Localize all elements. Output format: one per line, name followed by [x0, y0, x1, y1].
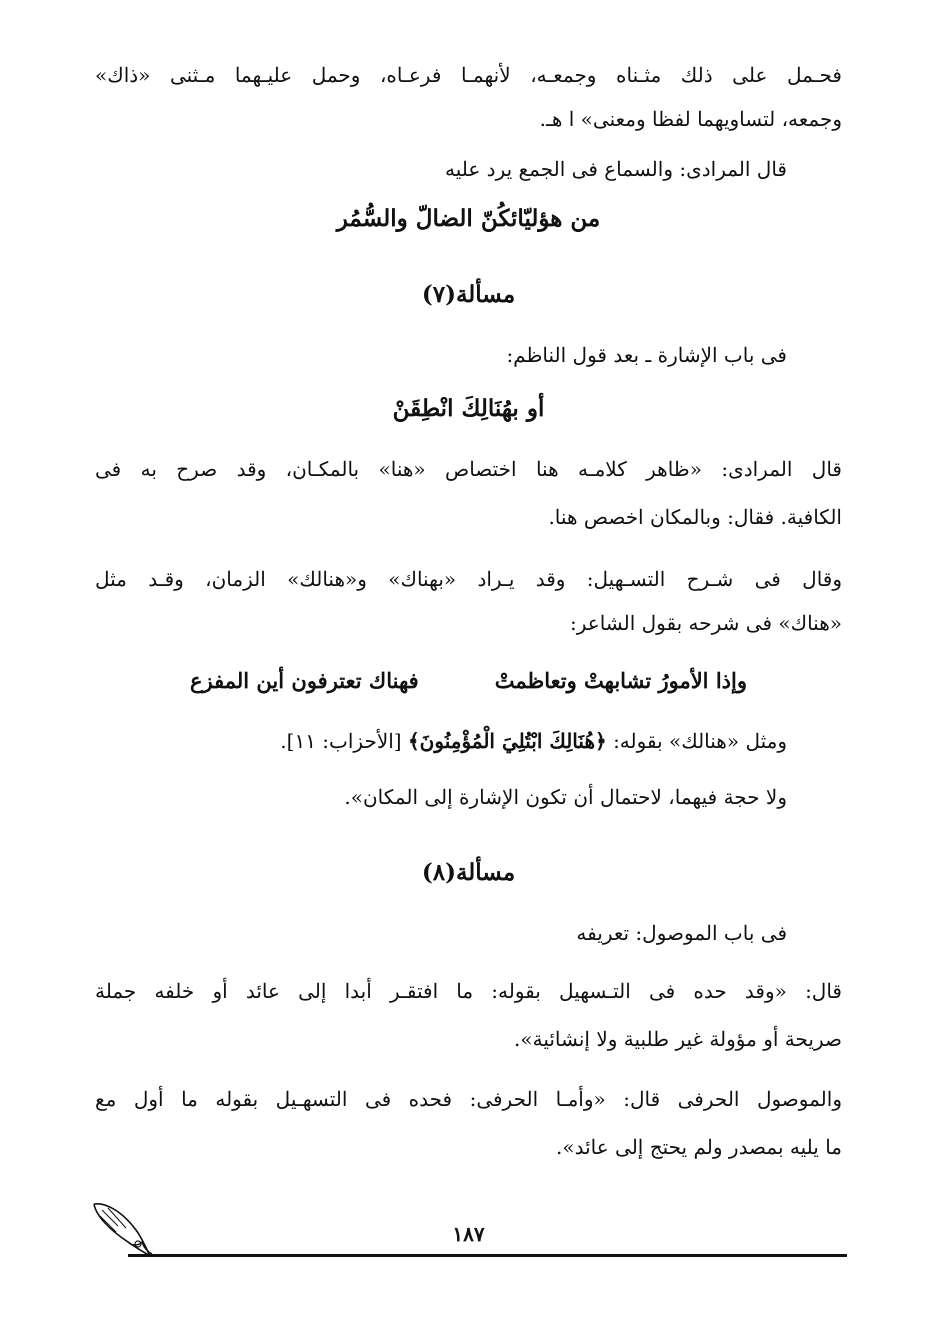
verse-line: أو بهُنَالِكَ انْطِقَنْ: [392, 395, 545, 422]
quill-pen-icon: [88, 1196, 158, 1262]
text-line: فى باب الموصول: تعريفه: [576, 921, 787, 945]
page-number: ١٨٧: [452, 1222, 485, 1246]
text-line: الكافية. فقال: وبالمكان اخصص هنا.: [548, 505, 842, 529]
text-line: قال المرادى: «ظاهر كلامـه هنا اختصاص «هنا» بالمكـان، وقد صرح به فى: [95, 457, 842, 481]
verse-line: من هؤليّائكُنّ الضالّ والسُّمُر: [336, 205, 601, 232]
text-line: «هناك» فى شرحه بقول الشاعر:: [569, 611, 842, 635]
text-line: والموصول الحرفى قال: «وأمـا الحرفى: فحده فى التسهـيل بقوله ما أول مع: [95, 1087, 842, 1111]
footer-divider: [128, 1254, 847, 1257]
text-line: وقال فى شـرح التسـهيل: وقد يـراد «بهناك» و«هنالك» الزمان، وقـد مثل: [95, 567, 843, 591]
section-heading: مسألة(٧): [421, 281, 516, 308]
text-line: قال: «وقد حده فى التـسهيل بقوله: ما افتقـر أبدا إلى عائد أو خلفه جملة: [95, 979, 842, 1003]
section-heading: مسألة(٨): [421, 859, 516, 886]
text-line: فى باب الإشارة ـ بعد قول الناظم:: [506, 343, 787, 367]
text-line: ولا حجة فيهما، لاحتمال أن تكون الإشارة إلى المكان».: [344, 785, 787, 809]
text-line: [95, 724, 787, 758]
text-line: قال المرادى: والسماع فى الجمع يرد عليه: [445, 157, 787, 181]
text-line: فحـمل على ذلك مثـناه وجمعـه، لأنهمـا فرعـاه، وحمل عليـهما مـثنى «ذاك»: [95, 63, 842, 87]
verse-hemistich-right: وإذا الأمورُ تشابهتْ وتعاظمتْ: [494, 668, 747, 693]
text-line: وجمعه، لتساويهما لفظا ومعنى» ا هـ.: [539, 107, 842, 131]
text-line: صريحة أو مؤولة غير طلبية ولا إنشائية».: [514, 1027, 842, 1051]
poetry-verse: [190, 664, 747, 698]
citation: [الأحزاب: ١١].: [280, 729, 402, 753]
text-fragment: ومثل «هنالك» بقوله:: [613, 729, 787, 753]
quran-quote: ﴿هُنَالِكَ ابْتُلِيَ الْمُؤْمِنُونَ﴾: [407, 729, 607, 753]
verse-hemistich-left: فهناك تعترفون أين المفزع: [190, 668, 419, 693]
text-line: ما يليه بمصدر ولم يحتج إلى عائد».: [555, 1135, 842, 1159]
